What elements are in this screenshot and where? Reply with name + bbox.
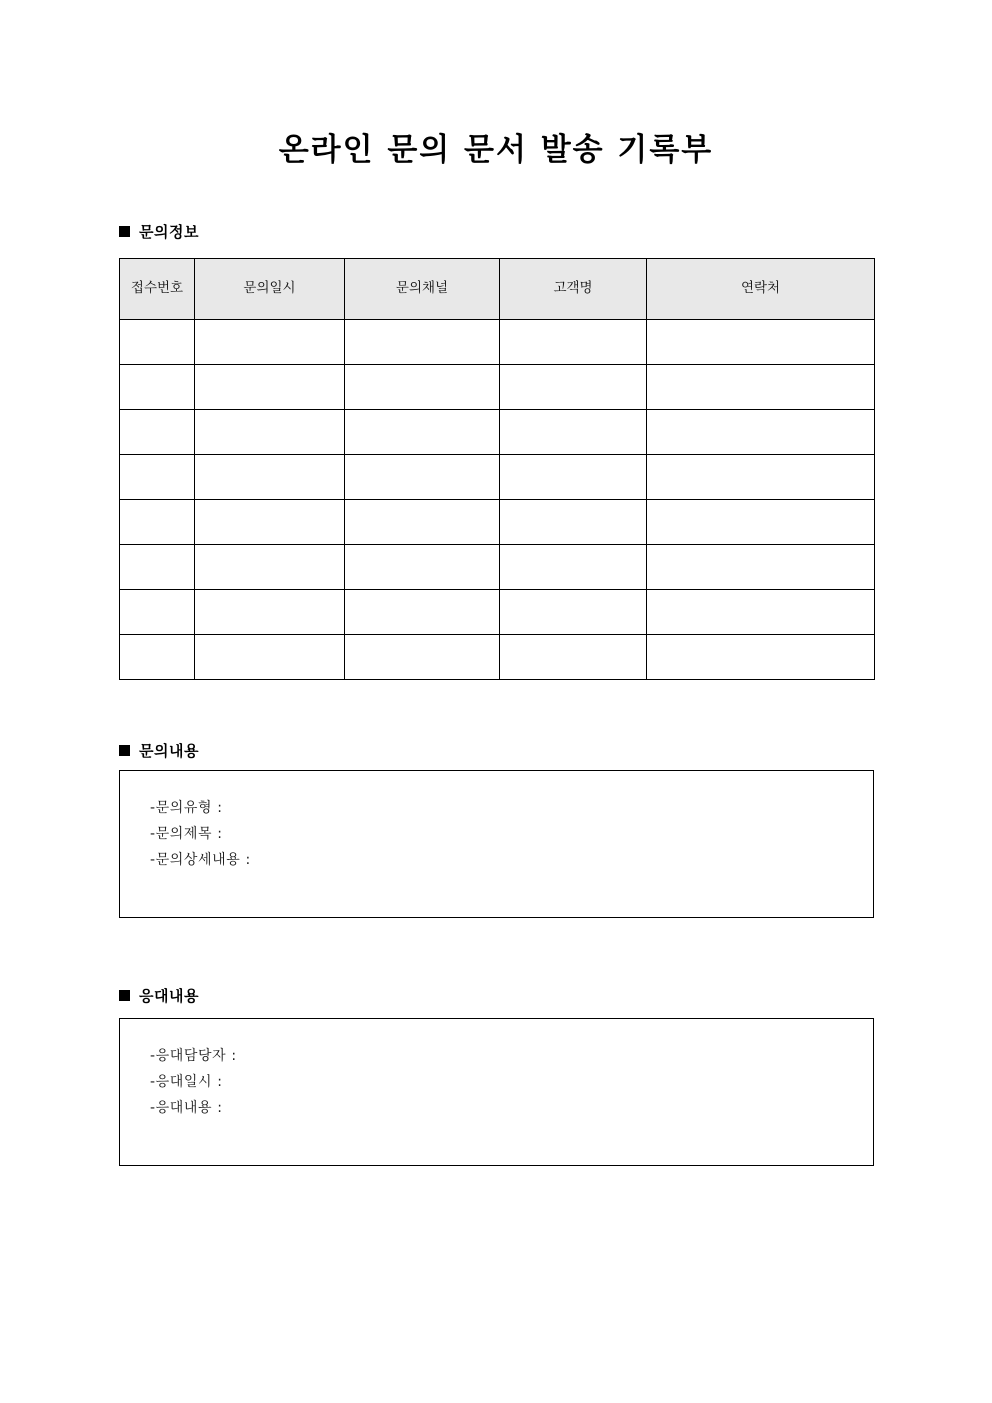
field-response-agent: -응대담당자 :	[150, 1048, 237, 1064]
column-header-contact: 연락처	[647, 259, 875, 320]
table-row	[120, 635, 875, 680]
column-header-inquiry-channel: 문의채널	[345, 259, 500, 320]
cell-inquiry-datetime[interactable]	[195, 545, 345, 590]
cell-inquiry-datetime[interactable]	[195, 410, 345, 455]
inquiry-content-box[interactable]	[119, 770, 874, 918]
cell-customer-name[interactable]	[500, 590, 647, 635]
cell-customer-name[interactable]	[500, 365, 647, 410]
section-heading-label: 문의정보	[139, 223, 199, 241]
column-header-customer-name: 고객명	[500, 259, 647, 320]
inquiry-info-table-body	[120, 320, 875, 680]
cell-contact[interactable]	[647, 410, 875, 455]
table-header-row	[120, 259, 875, 320]
table-row	[120, 410, 875, 455]
cell-receipt-no[interactable]	[120, 365, 195, 410]
table-row	[120, 590, 875, 635]
page-title: 온라인 문의 문서 발송 기록부	[278, 132, 714, 168]
column-header-receipt-no: 접수번호	[120, 259, 195, 320]
section-heading-label: 문의내용	[139, 742, 199, 760]
cell-contact[interactable]	[647, 320, 875, 365]
cell-inquiry-channel[interactable]	[345, 320, 500, 365]
cell-inquiry-channel[interactable]	[345, 635, 500, 680]
section-heading-inquiry-info	[119, 221, 199, 242]
cell-inquiry-channel[interactable]	[345, 500, 500, 545]
cell-inquiry-channel[interactable]	[345, 455, 500, 500]
filled-square-bullet-icon	[119, 745, 130, 756]
cell-customer-name[interactable]	[500, 320, 647, 365]
cell-customer-name[interactable]	[500, 410, 647, 455]
section-heading-response-content	[119, 985, 199, 1006]
filled-square-bullet-icon	[119, 226, 130, 237]
cell-receipt-no[interactable]	[120, 455, 195, 500]
cell-contact[interactable]	[647, 545, 875, 590]
field-inquiry-type: -문의유형 :	[150, 800, 223, 816]
cell-receipt-no[interactable]	[120, 320, 195, 365]
cell-inquiry-datetime[interactable]	[195, 635, 345, 680]
table-row	[120, 500, 875, 545]
field-inquiry-subject: -문의제목 :	[150, 826, 223, 842]
field-response-datetime: -응대일시 :	[150, 1074, 223, 1090]
field-response-details: -응대내용 :	[150, 1100, 223, 1116]
field-inquiry-details: -문의상세내용 :	[150, 852, 251, 868]
cell-customer-name[interactable]	[500, 500, 647, 545]
cell-receipt-no[interactable]	[120, 500, 195, 545]
cell-contact[interactable]	[647, 500, 875, 545]
cell-customer-name[interactable]	[500, 545, 647, 590]
cell-contact[interactable]	[647, 455, 875, 500]
table-row	[120, 545, 875, 590]
table-row	[120, 455, 875, 500]
section-heading-inquiry-content	[119, 740, 199, 761]
inquiry-info-table	[119, 258, 875, 680]
cell-contact[interactable]	[647, 635, 875, 680]
cell-inquiry-datetime[interactable]	[195, 455, 345, 500]
filled-square-bullet-icon	[119, 990, 130, 1001]
cell-inquiry-datetime[interactable]	[195, 500, 345, 545]
column-header-inquiry-datetime: 문의일시	[195, 259, 345, 320]
cell-inquiry-channel[interactable]	[345, 590, 500, 635]
cell-customer-name[interactable]	[500, 635, 647, 680]
response-content-box[interactable]	[119, 1018, 874, 1166]
cell-inquiry-channel[interactable]	[345, 410, 500, 455]
section-heading-label: 응대내용	[139, 987, 199, 1005]
cell-inquiry-channel[interactable]	[345, 545, 500, 590]
cell-customer-name[interactable]	[500, 455, 647, 500]
cell-receipt-no[interactable]	[120, 545, 195, 590]
cell-receipt-no[interactable]	[120, 410, 195, 455]
cell-inquiry-channel[interactable]	[345, 365, 500, 410]
cell-receipt-no[interactable]	[120, 635, 195, 680]
table-row	[120, 320, 875, 365]
cell-inquiry-datetime[interactable]	[195, 365, 345, 410]
cell-inquiry-datetime[interactable]	[195, 320, 345, 365]
cell-contact[interactable]	[647, 365, 875, 410]
cell-receipt-no[interactable]	[120, 590, 195, 635]
cell-contact[interactable]	[647, 590, 875, 635]
table-row	[120, 365, 875, 410]
cell-inquiry-datetime[interactable]	[195, 590, 345, 635]
